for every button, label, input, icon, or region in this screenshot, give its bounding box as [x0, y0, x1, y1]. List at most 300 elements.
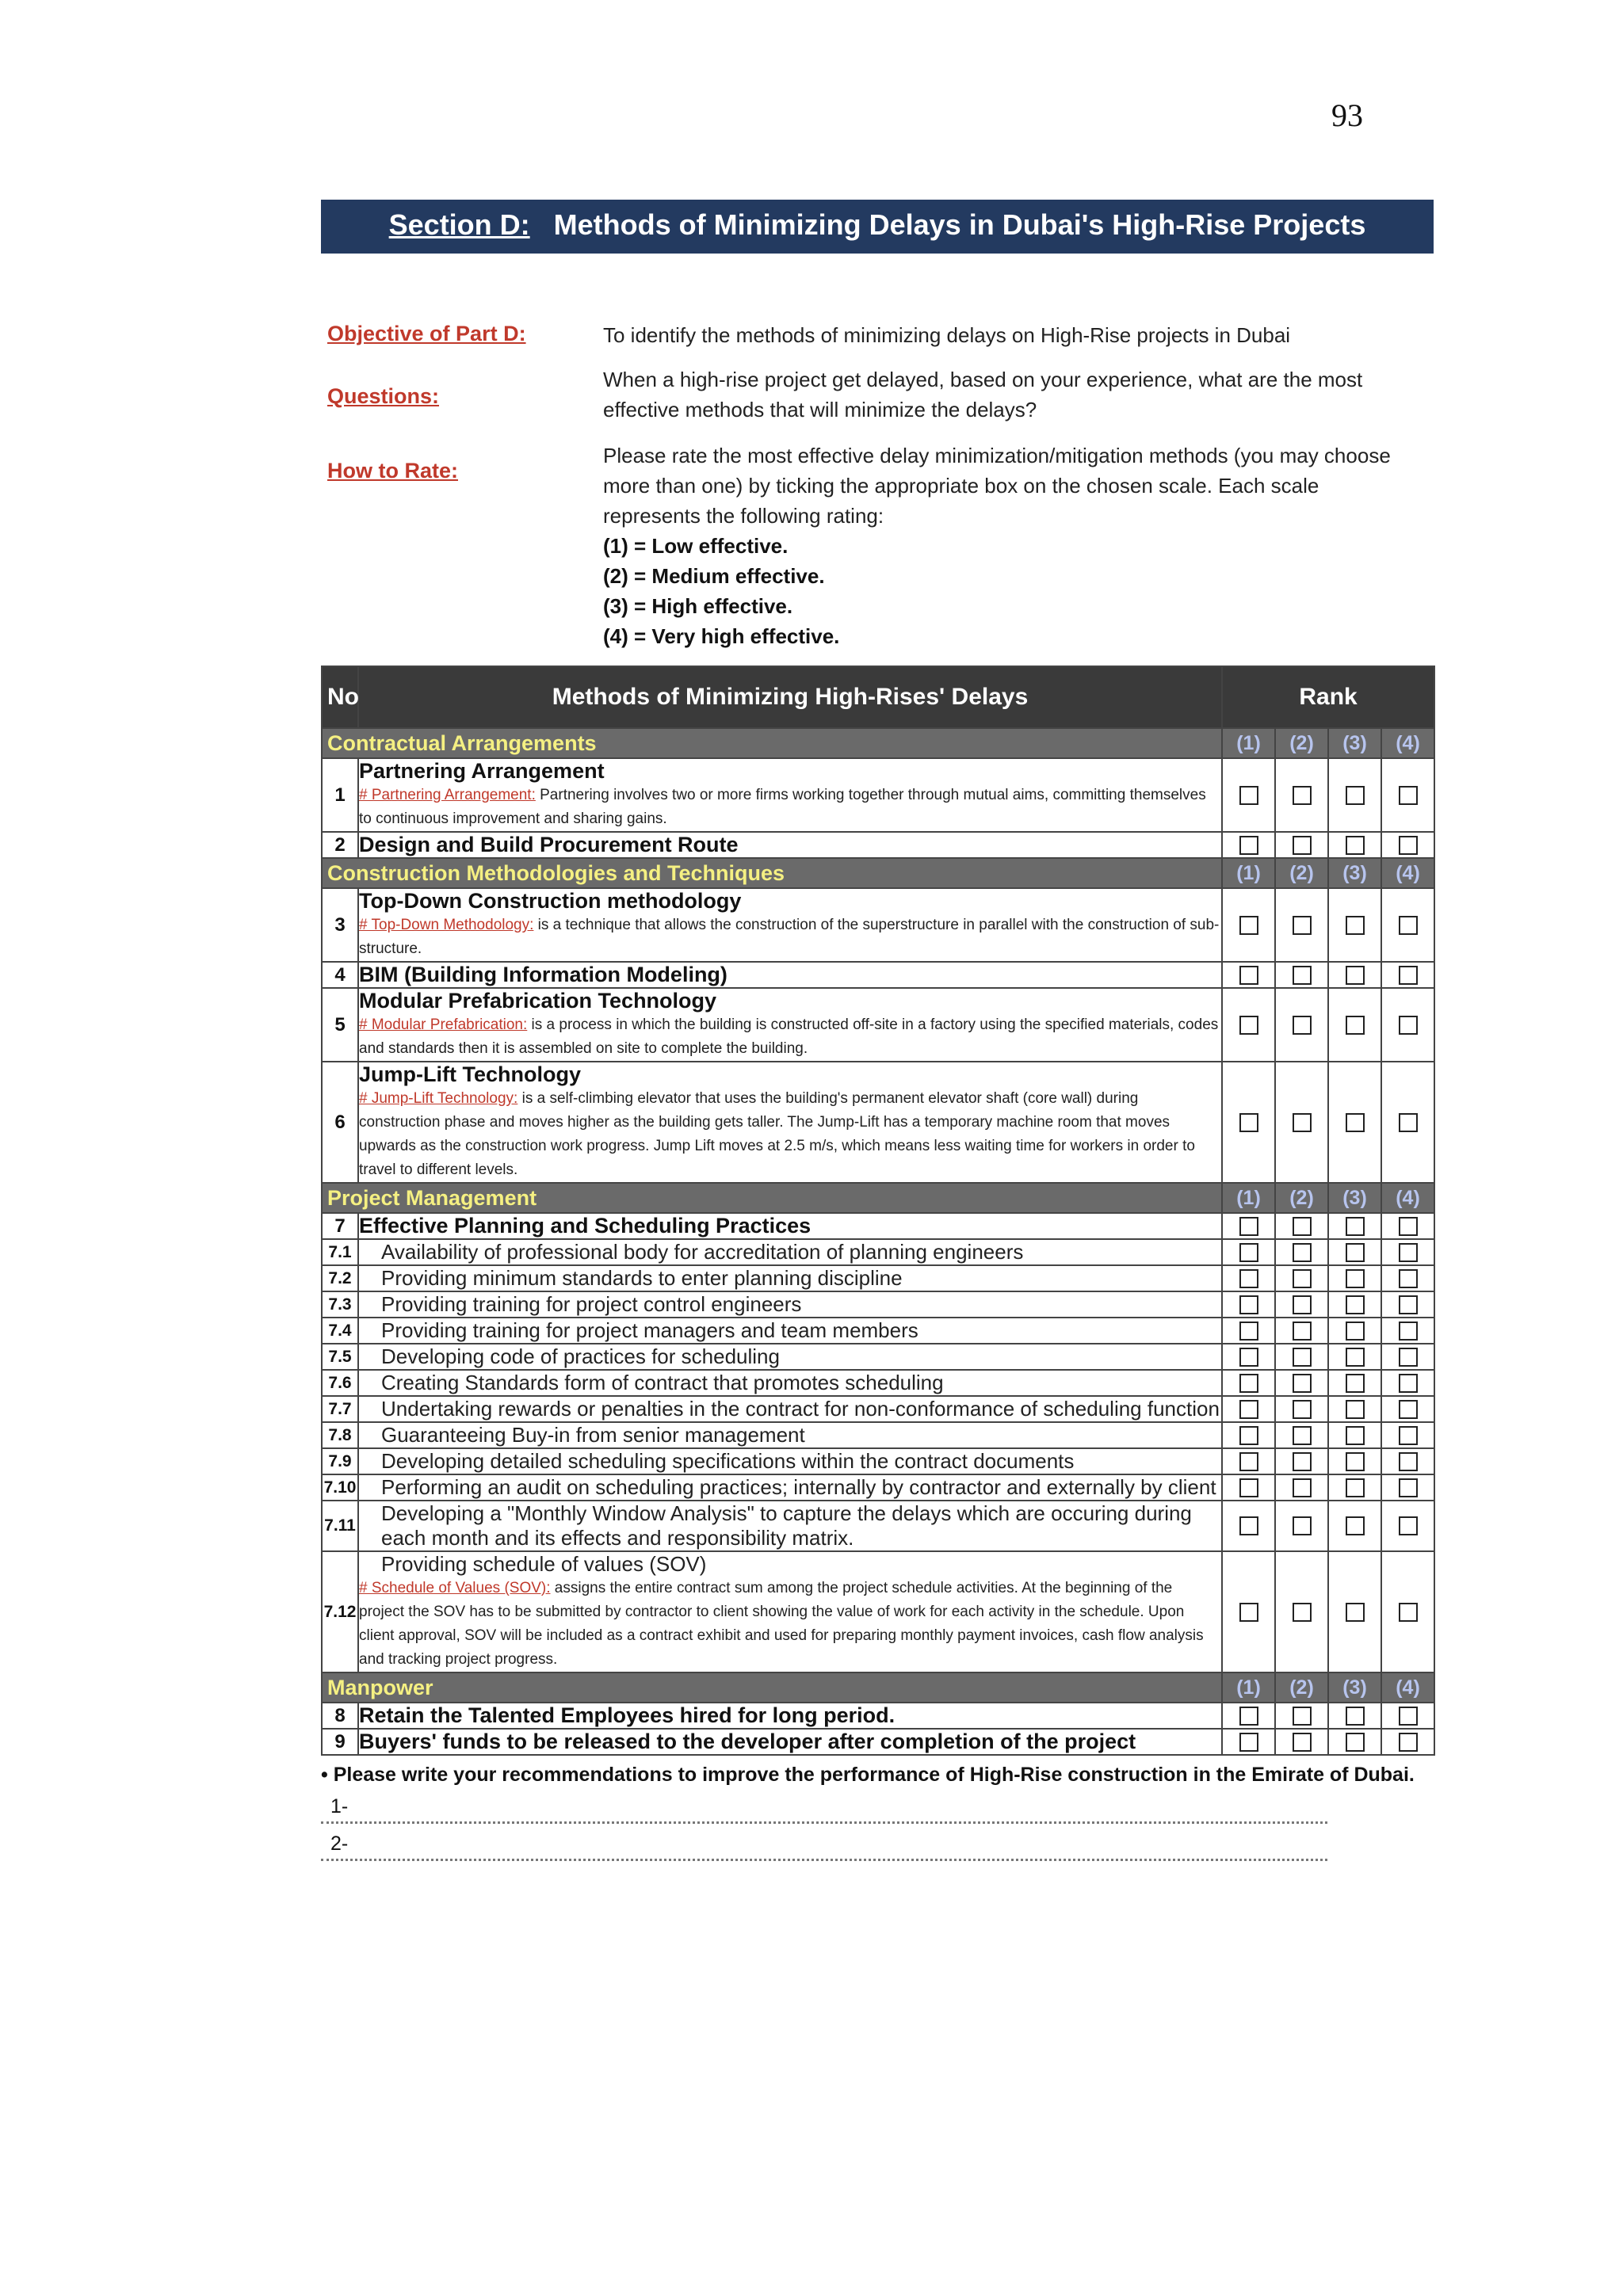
method-title: Effective Planning and Scheduling Practices [359, 1214, 812, 1238]
rank-cell-2 [1275, 1370, 1328, 1396]
method-title: Design and Build Procurement Route [359, 833, 739, 856]
row-number: 3 [322, 888, 358, 962]
rank-cell-3 [1328, 1062, 1381, 1183]
rank-checkbox-4[interactable] [1399, 1400, 1418, 1419]
rank-checkbox-4[interactable] [1399, 1113, 1418, 1132]
table-row [322, 1474, 1434, 1501]
method-subitem: Guaranteeing Buy-in from senior management [381, 1423, 805, 1447]
row-number: 7.12 [322, 1551, 358, 1672]
objective-text: To identify the methods of minimizing delays on High-Rise projects in Dubai [603, 323, 1291, 347]
rank-checkbox-3[interactable] [1346, 1516, 1365, 1535]
row-number: 7.4 [322, 1318, 358, 1344]
rank-checkbox-1[interactable] [1239, 1374, 1258, 1393]
row-number: 2 [322, 832, 358, 858]
method-title: Top-Down Construction methodology [359, 889, 742, 913]
rank-checkbox-4[interactable] [1399, 1426, 1418, 1445]
method-description [358, 1370, 1222, 1396]
row-number: 7.9 [322, 1448, 358, 1474]
method-note-text: is a technique that allows the construction of the superstructure in parallel with the construction of sub-structure. [359, 917, 1220, 957]
rank-cell-2 [1275, 1551, 1328, 1672]
rank-checkbox-2[interactable] [1293, 1733, 1312, 1752]
rank-cell-2 [1275, 1448, 1328, 1474]
rank-cell-2 [1275, 1239, 1328, 1265]
rank-cell-1 [1222, 1551, 1275, 1672]
scale-label-4: (4) [1381, 728, 1434, 758]
method-subitem: Creating Standards form of contract that promotes scheduling [381, 1371, 944, 1394]
rank-checkbox-2[interactable] [1293, 916, 1312, 935]
rank-checkbox-2[interactable] [1293, 1113, 1312, 1132]
category-name: Contractual Arrangements [322, 728, 1222, 758]
rank-checkbox-3[interactable] [1346, 1269, 1365, 1288]
rank-checkbox-1[interactable] [1239, 1707, 1258, 1726]
rank-checkbox-4[interactable] [1399, 1516, 1418, 1535]
rank-checkbox-1[interactable] [1239, 916, 1258, 935]
rank-checkbox-3[interactable] [1346, 1603, 1365, 1622]
rank-cell-2 [1275, 962, 1328, 988]
rating-scale-4: (4) = Very high effective. [603, 624, 840, 648]
rank-cell-3 [1328, 1703, 1381, 1729]
row-number: 7.1 [322, 1239, 358, 1265]
rank-checkbox-3[interactable] [1346, 1733, 1365, 1752]
rank-cell-4 [1381, 832, 1434, 858]
table-row [322, 962, 1434, 988]
category-name: Project Management [322, 1183, 1222, 1213]
method-description [358, 1474, 1222, 1501]
rank-checkbox-1[interactable] [1239, 1603, 1258, 1622]
row-number: 1 [322, 758, 358, 832]
method-description [358, 1344, 1222, 1370]
rank-cell-2 [1275, 1422, 1328, 1448]
table-row [322, 1703, 1434, 1729]
rank-checkbox-4[interactable] [1399, 916, 1418, 935]
rank-checkbox-4[interactable] [1399, 1478, 1418, 1497]
table-body [322, 728, 1434, 1755]
table-row [322, 758, 1434, 832]
how-to-rate-instructions: Please rate the most effective delay minimization/mitigation methods (you may choose more than one) by ticking the appropriate box on the chosen scale. Each scale represents the following rating: [603, 444, 1391, 528]
rank-checkbox-2[interactable] [1293, 1516, 1312, 1535]
rank-checkbox-4[interactable] [1399, 966, 1418, 985]
section-label: Section D: [388, 208, 530, 241]
table-row [322, 1291, 1434, 1318]
rank-cell-2 [1275, 1396, 1328, 1422]
rating-scale-2: (2) = Medium effective. [603, 564, 825, 588]
method-description [358, 1551, 1222, 1672]
rank-cell-4 [1381, 988, 1434, 1062]
method-subitem: Developing a "Monthly Window Analysis" to capture the delays which are occuring during each month and its effects and responsibility matrix. [381, 1501, 1192, 1550]
rating-scale-3: (3) = High effective. [603, 594, 793, 618]
table-row [322, 1370, 1434, 1396]
rank-cell-3 [1328, 1213, 1381, 1239]
table-header-row [322, 666, 1434, 728]
rank-cell-3 [1328, 962, 1381, 988]
method-title: Retain the Talented Employees hired for long period. [359, 1703, 896, 1727]
rank-cell-2 [1275, 1062, 1328, 1183]
rank-cell-1 [1222, 988, 1275, 1062]
rank-checkbox-4[interactable] [1399, 1322, 1418, 1341]
rank-checkbox-2[interactable] [1293, 836, 1312, 855]
table-row [322, 1501, 1434, 1551]
rank-checkbox-1[interactable] [1239, 966, 1258, 985]
table-row [322, 1344, 1434, 1370]
rank-checkbox-1[interactable] [1239, 836, 1258, 855]
section-intro [321, 254, 1434, 666]
rank-cell-1 [1222, 1291, 1275, 1318]
rank-checkbox-1[interactable] [1239, 1516, 1258, 1535]
rank-checkbox-4[interactable] [1399, 1374, 1418, 1393]
rank-checkbox-1[interactable] [1239, 1426, 1258, 1445]
method-subitem: Developing code of practices for scheduling [381, 1344, 780, 1368]
method-note-term: # Jump-Lift Technology: [359, 1090, 518, 1107]
rank-checkbox-2[interactable] [1293, 1243, 1312, 1262]
row-number: 9 [322, 1729, 358, 1755]
rank-cell-3 [1328, 1265, 1381, 1291]
rank-cell-2 [1275, 1291, 1328, 1318]
rank-cell-2 [1275, 758, 1328, 832]
rank-checkbox-3[interactable] [1346, 1374, 1365, 1393]
rank-checkbox-3[interactable] [1346, 1217, 1365, 1236]
rank-checkbox-2[interactable] [1293, 1452, 1312, 1471]
how-to-rate-label: How to Rate: [327, 459, 458, 482]
table-row [322, 1239, 1434, 1265]
rank-checkbox-3[interactable] [1346, 1295, 1365, 1314]
rank-cell-4 [1381, 1265, 1434, 1291]
rank-cell-3 [1328, 1422, 1381, 1448]
method-note-term: # Schedule of Values (SOV): [359, 1580, 551, 1596]
table-row [322, 1265, 1434, 1291]
rank-checkbox-2[interactable] [1293, 1322, 1312, 1341]
rank-cell-4 [1381, 1448, 1434, 1474]
rank-checkbox-3[interactable] [1346, 1016, 1365, 1035]
method-description [358, 1729, 1222, 1755]
scale-label-4: (4) [1381, 1183, 1434, 1213]
rank-checkbox-2[interactable] [1293, 1348, 1312, 1367]
row-number: 7.6 [322, 1370, 358, 1396]
questionnaire-sheet [321, 200, 1434, 1861]
row-number: 7.10 [322, 1474, 358, 1501]
rank-cell-2 [1275, 1265, 1328, 1291]
recommendations-prompt: • Please write your recommendations to improve the performance of High-Rise construction in the Emirate of Dubai. [321, 1764, 1415, 1786]
rank-checkbox-3[interactable] [1346, 1707, 1365, 1726]
rank-checkbox-3[interactable] [1346, 836, 1365, 855]
method-note [359, 784, 1221, 831]
rank-cell-3 [1328, 1239, 1381, 1265]
rank-cell-1 [1222, 1370, 1275, 1396]
method-note [359, 1577, 1221, 1672]
recommendation-line-1[interactable] [321, 1790, 1327, 1824]
table-row [322, 988, 1434, 1062]
table-row [322, 1062, 1434, 1183]
scale-label-3: (3) [1328, 728, 1381, 758]
rank-checkbox-3[interactable] [1346, 1400, 1365, 1419]
rank-checkbox-3[interactable] [1346, 916, 1365, 935]
rank-cell-1 [1222, 1474, 1275, 1501]
rank-cell-1 [1222, 888, 1275, 962]
rank-cell-2 [1275, 1501, 1328, 1551]
rank-cell-4 [1381, 962, 1434, 988]
method-description [358, 1318, 1222, 1344]
rank-cell-2 [1275, 832, 1328, 858]
rank-checkbox-2[interactable] [1293, 1707, 1312, 1726]
scale-label-2: (2) [1275, 858, 1328, 888]
rank-checkbox-1[interactable] [1239, 1400, 1258, 1419]
method-description [358, 988, 1222, 1062]
method-description [358, 1291, 1222, 1318]
category-row [322, 1183, 1434, 1213]
how-to-rate-text [603, 441, 1411, 651]
rank-checkbox-4[interactable] [1399, 786, 1418, 805]
method-description [358, 1448, 1222, 1474]
rank-cell-3 [1328, 888, 1381, 962]
row-number: 7.8 [322, 1422, 358, 1448]
rank-checkbox-3[interactable] [1346, 1113, 1365, 1132]
rank-cell-3 [1328, 1474, 1381, 1501]
method-subitem: Providing training for project control engineers [381, 1292, 802, 1316]
rank-cell-1 [1222, 1448, 1275, 1474]
category-name: Manpower [322, 1672, 1222, 1703]
rank-cell-3 [1328, 1501, 1381, 1551]
rank-checkbox-2[interactable] [1293, 1217, 1312, 1236]
rank-cell-3 [1328, 1318, 1381, 1344]
method-description [358, 1239, 1222, 1265]
recommendation-line-1-label: 1- [330, 1795, 349, 1817]
rank-checkbox-3[interactable] [1346, 1426, 1365, 1445]
rank-checkbox-2[interactable] [1293, 966, 1312, 985]
scale-label-3: (3) [1328, 858, 1381, 888]
rank-checkbox-3[interactable] [1346, 1348, 1365, 1367]
rank-cell-4 [1381, 758, 1434, 832]
rank-checkbox-2[interactable] [1293, 1426, 1312, 1445]
method-subitem: Performing an audit on scheduling practices; internally by contractor and externally by client [381, 1475, 1216, 1499]
rank-checkbox-2[interactable] [1293, 1269, 1312, 1288]
method-subitem: Providing schedule of values (SOV) [381, 1552, 707, 1576]
method-title: Buyers' funds to be released to the developer after completion of the project [359, 1730, 1136, 1753]
rank-checkbox-4[interactable] [1399, 1603, 1418, 1622]
method-description [358, 888, 1222, 962]
rank-checkbox-4[interactable] [1399, 1348, 1418, 1367]
rank-checkbox-1[interactable] [1239, 1016, 1258, 1035]
rank-cell-4 [1381, 1474, 1434, 1501]
rank-checkbox-4[interactable] [1399, 1452, 1418, 1471]
rank-checkbox-1[interactable] [1239, 1452, 1258, 1471]
scale-label-1: (1) [1222, 1672, 1275, 1703]
scale-label-2: (2) [1275, 728, 1328, 758]
rank-checkbox-2[interactable] [1293, 1374, 1312, 1393]
rank-cell-1 [1222, 1422, 1275, 1448]
rank-cell-4 [1381, 1422, 1434, 1448]
category-row [322, 858, 1434, 888]
category-row [322, 1672, 1434, 1703]
rank-cell-4 [1381, 1291, 1434, 1318]
questions-text: When a high-rise project get delayed, based on your experience, what are the most effective methods that will minimize the delays? [603, 368, 1363, 421]
rank-cell-3 [1328, 758, 1381, 832]
rank-cell-3 [1328, 1396, 1381, 1422]
method-note-text: assigns the entire contract sum among the project schedule activities. At the beginning of the project the SOV has to be submitted by contractor to client showing the value of work for each activity in the schedule. Upon client approval, SOV will be included as a contract exhibit and used for preparing monthly payment invoices, cash flow analysis and tracking project progress. [359, 1580, 1204, 1668]
column-header-rank: Rank [1222, 666, 1434, 728]
rank-cell-4 [1381, 1318, 1434, 1344]
section-banner [321, 200, 1434, 254]
column-header-method: Methods of Minimizing High-Rises' Delays [358, 666, 1222, 728]
method-description [358, 962, 1222, 988]
rank-checkbox-3[interactable] [1346, 1452, 1365, 1471]
rank-cell-4 [1381, 1551, 1434, 1672]
row-number: 6 [322, 1062, 358, 1183]
rating-scale-1: (1) = Low effective. [603, 534, 789, 558]
rank-checkbox-2[interactable] [1293, 786, 1312, 805]
row-number: 8 [322, 1703, 358, 1729]
row-number: 7.3 [322, 1291, 358, 1318]
rank-checkbox-1[interactable] [1239, 1295, 1258, 1314]
rank-checkbox-4[interactable] [1399, 836, 1418, 855]
method-title: BIM (Building Information Modeling) [359, 963, 727, 986]
rank-cell-1 [1222, 1396, 1275, 1422]
rank-cell-4 [1381, 1062, 1434, 1183]
table-row [322, 1422, 1434, 1448]
scale-label-3: (3) [1328, 1672, 1381, 1703]
method-note [359, 913, 1221, 961]
rank-cell-2 [1275, 1703, 1328, 1729]
rank-cell-3 [1328, 988, 1381, 1062]
rank-checkbox-1[interactable] [1239, 1269, 1258, 1288]
rank-cell-4 [1381, 888, 1434, 962]
rank-cell-3 [1328, 1551, 1381, 1672]
scale-label-1: (1) [1222, 1183, 1275, 1213]
row-number: 7.11 [322, 1501, 358, 1551]
rank-cell-1 [1222, 832, 1275, 858]
column-header-no: No [322, 666, 358, 728]
table-row [322, 1318, 1434, 1344]
rank-cell-3 [1328, 1729, 1381, 1755]
rank-checkbox-1[interactable] [1239, 786, 1258, 805]
method-subitem: Providing training for project managers and team members [381, 1318, 918, 1342]
rank-checkbox-1[interactable] [1239, 1348, 1258, 1367]
method-note-term: # Partnering Arrangement: [359, 787, 536, 803]
rank-cell-1 [1222, 1062, 1275, 1183]
rank-cell-1 [1222, 962, 1275, 988]
rank-cell-2 [1275, 1213, 1328, 1239]
rank-cell-2 [1275, 1318, 1328, 1344]
rank-cell-4 [1381, 1703, 1434, 1729]
rank-cell-1 [1222, 1729, 1275, 1755]
rank-checkbox-4[interactable] [1399, 1016, 1418, 1035]
method-description [358, 832, 1222, 858]
rank-cell-2 [1275, 988, 1328, 1062]
rank-cell-2 [1275, 1474, 1328, 1501]
rank-cell-4 [1381, 1213, 1434, 1239]
scale-label-4: (4) [1381, 858, 1434, 888]
method-description [358, 1422, 1222, 1448]
row-number: 7.5 [322, 1344, 358, 1370]
rank-checkbox-4[interactable] [1399, 1733, 1418, 1752]
rank-cell-3 [1328, 1344, 1381, 1370]
method-note [359, 1013, 1221, 1061]
rank-checkbox-3[interactable] [1346, 966, 1365, 985]
method-note-text: is a process in which the building is constructed off-site in a factory using the specified materials, codes and standards then it is assembled on site to complete the building. [359, 1016, 1219, 1057]
rank-cell-4 [1381, 1729, 1434, 1755]
rank-cell-3 [1328, 1291, 1381, 1318]
rank-cell-1 [1222, 1344, 1275, 1370]
recommendation-line-2[interactable] [321, 1827, 1327, 1861]
rank-checkbox-4[interactable] [1399, 1217, 1418, 1236]
rank-cell-4 [1381, 1396, 1434, 1422]
scale-label-2: (2) [1275, 1672, 1328, 1703]
method-description [358, 1501, 1222, 1551]
table-row [322, 1213, 1434, 1239]
rank-checkbox-3[interactable] [1346, 1243, 1365, 1262]
rank-checkbox-3[interactable] [1346, 1478, 1365, 1497]
rank-checkbox-1[interactable] [1239, 1217, 1258, 1236]
category-row [322, 728, 1434, 758]
method-note [359, 1087, 1221, 1182]
method-subitem: Developing detailed scheduling specifications within the contract documents [381, 1449, 1075, 1473]
rank-checkbox-1[interactable] [1239, 1322, 1258, 1341]
method-description [358, 1213, 1222, 1239]
scale-label-4: (4) [1381, 1672, 1434, 1703]
scale-label-2: (2) [1275, 1183, 1328, 1213]
row-number: 7.7 [322, 1396, 358, 1422]
rank-checkbox-4[interactable] [1399, 1295, 1418, 1314]
rank-cell-2 [1275, 1344, 1328, 1370]
recommendation-line-2-label: 2- [330, 1833, 349, 1855]
rank-checkbox-3[interactable] [1346, 786, 1365, 805]
rank-checkbox-3[interactable] [1346, 1322, 1365, 1341]
rank-checkbox-2[interactable] [1293, 1478, 1312, 1497]
method-note-term: # Modular Prefabrication: [359, 1016, 528, 1033]
method-description [358, 1062, 1222, 1183]
rank-cell-3 [1328, 832, 1381, 858]
rank-cell-1 [1222, 1318, 1275, 1344]
methods-table [321, 666, 1435, 1756]
scale-label-1: (1) [1222, 728, 1275, 758]
table-row [322, 1448, 1434, 1474]
objective-label: Objective of Part D: [327, 322, 526, 345]
method-note-text: is a self-climbing elevator that uses the building's permanent elevator shaft (core wall) during construction phase and moves higher as the building gets taller. The Jump-Lift has a temporary machine room that moves upwards as the construction work progress. Jump Lift moves at 2.5 m/s, which means less waiting time for workers in order to travel to different levels. [359, 1090, 1195, 1178]
rank-checkbox-4[interactable] [1399, 1243, 1418, 1262]
scale-label-3: (3) [1328, 1183, 1381, 1213]
rank-cell-1 [1222, 1239, 1275, 1265]
page-number: 93 [1331, 97, 1363, 133]
method-description [358, 1703, 1222, 1729]
rank-cell-3 [1328, 1370, 1381, 1396]
method-subitem: Providing minimum standards to enter planning discipline [381, 1266, 903, 1290]
rank-checkbox-2[interactable] [1293, 1016, 1312, 1035]
table-row [322, 1396, 1434, 1422]
method-description [358, 758, 1222, 832]
table-row [322, 1729, 1434, 1755]
rank-cell-4 [1381, 1370, 1434, 1396]
rank-checkbox-4[interactable] [1399, 1707, 1418, 1726]
row-number: 7 [322, 1213, 358, 1239]
rank-checkbox-2[interactable] [1293, 1400, 1312, 1419]
rank-cell-4 [1381, 1239, 1434, 1265]
rank-checkbox-1[interactable] [1239, 1113, 1258, 1132]
table-row [322, 888, 1434, 962]
scale-label-1: (1) [1222, 858, 1275, 888]
rank-checkbox-2[interactable] [1293, 1603, 1312, 1622]
category-name: Construction Methodologies and Techniques [322, 858, 1222, 888]
row-number: 5 [322, 988, 358, 1062]
rank-cell-1 [1222, 1265, 1275, 1291]
row-number: 4 [322, 962, 358, 988]
rank-checkbox-1[interactable] [1239, 1733, 1258, 1752]
rank-checkbox-4[interactable] [1399, 1269, 1418, 1288]
section-title: Methods of Minimizing Delays in Dubai's High-Rise Projects [553, 208, 1366, 241]
rank-checkbox-2[interactable] [1293, 1295, 1312, 1314]
method-title: Jump-Lift Technology [359, 1062, 581, 1086]
rank-checkbox-1[interactable] [1239, 1243, 1258, 1262]
rank-cell-1 [1222, 1213, 1275, 1239]
method-note-text: Partnering involves two or more firms working together through mutual aims, committing themselves to continuous improvement and sharing gains. [359, 787, 1206, 827]
rank-checkbox-1[interactable] [1239, 1478, 1258, 1497]
